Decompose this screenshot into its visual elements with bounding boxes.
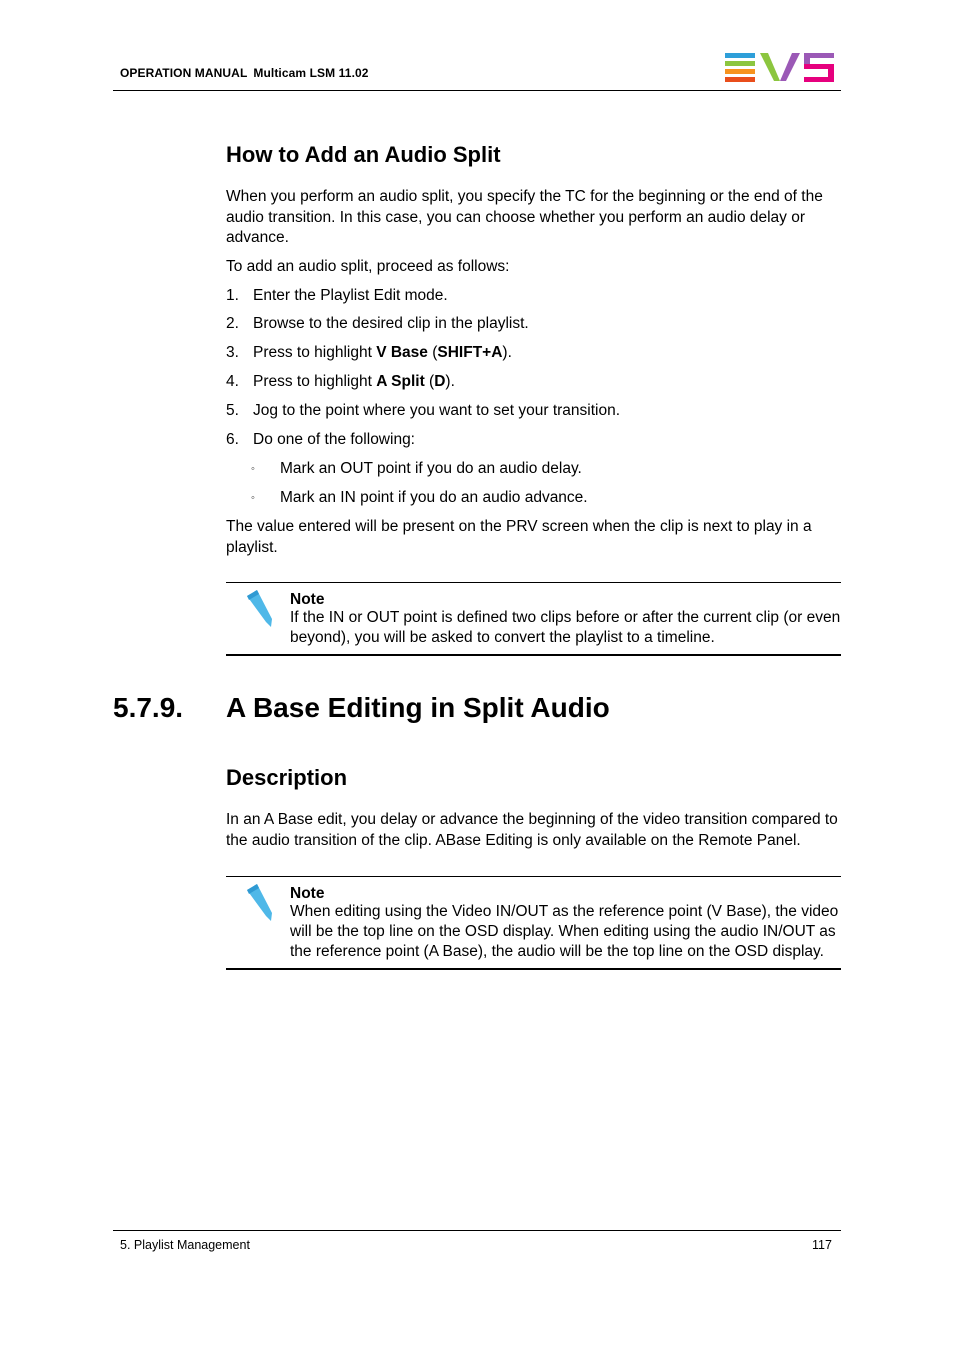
step-text-pre: Press to highlight xyxy=(253,344,377,361)
logo-e-bar-3 xyxy=(725,69,755,74)
lead-paragraph: To add an audio split, proceed as follows: xyxy=(226,258,510,275)
logo-e-bar-2 xyxy=(725,61,755,66)
step-number: 2. xyxy=(226,315,239,332)
step-text xyxy=(253,343,512,363)
description-heading: Description xyxy=(226,765,348,790)
note-title: Note xyxy=(290,885,325,902)
note-body: When editing using the Video IN/OUT as the reference point (V Base), the video will be the top line on the OSD display. When editing using the audio IN/OUT as the reference point (A Base), the audio will be the top line on the OSD display. xyxy=(290,903,839,960)
substep-text: Mark an IN point if you do an audio advance. xyxy=(280,489,588,506)
footer-chapter: 5. Playlist Management xyxy=(120,1238,250,1252)
step-number: 6. xyxy=(226,431,239,448)
step-text xyxy=(253,372,455,392)
step-text-post: ). xyxy=(445,373,455,390)
step-text: Enter the Playlist Edit mode. xyxy=(253,287,448,304)
section-heading-audio-split: How to Add an Audio Split xyxy=(226,142,501,167)
step-text: Browse to the desired clip in the playlist. xyxy=(253,315,529,332)
logo-v-right xyxy=(780,53,800,81)
substep-text: Mark an OUT point if you do an audio delay. xyxy=(280,460,582,477)
note-rule-bottom xyxy=(226,968,841,970)
header-doc-type: OPERATION MANUAL xyxy=(120,66,248,80)
page-number: 117 xyxy=(812,1238,832,1252)
step-number: 5. xyxy=(226,402,239,419)
step-text-pre: Press to highlight xyxy=(253,373,377,390)
step-number: 1. xyxy=(226,287,239,304)
step-number: 4. xyxy=(226,373,239,390)
note-rule-top xyxy=(226,582,841,583)
bullet-icon: ◦ xyxy=(251,463,255,475)
footer-rule xyxy=(113,1230,841,1231)
note-rule-bottom xyxy=(226,654,841,656)
step-text-mid: ( xyxy=(427,344,438,361)
pencil-icon xyxy=(241,588,277,628)
evs-logo xyxy=(724,52,836,82)
step-text-mid: ( xyxy=(424,373,435,390)
section-title: A Base Editing in Split Audio xyxy=(226,692,610,723)
step-text-post: ). xyxy=(502,344,512,361)
step-text: Jog to the point where you want to set your transition. xyxy=(253,402,621,419)
note-title: Note xyxy=(290,591,325,608)
bullet-icon: ◦ xyxy=(251,492,255,504)
key-label: A Split xyxy=(376,373,425,390)
description-paragraph: In an A Base edit, you delay or advance the beginning of the video transition compared to the audio transition of the clip. ABase Editing is only available on the Remote Panel. xyxy=(226,811,838,849)
header-product: Multicam LSM 11.02 xyxy=(253,66,369,80)
step-number: 3. xyxy=(226,344,239,361)
header-rule xyxy=(113,90,841,91)
note-rule-top xyxy=(226,876,841,877)
logo-v-left xyxy=(760,53,780,81)
key-label: V Base xyxy=(376,344,428,361)
step-text: Do one of the following: xyxy=(253,431,415,448)
running-header xyxy=(120,66,369,80)
logo-e-bar-1 xyxy=(725,53,755,58)
pencil-icon xyxy=(241,882,277,922)
key-shortcut: SHIFT+A xyxy=(437,344,503,361)
note-body: If the IN or OUT point is defined two clips before or after the current clip (or even beyond), you will be asked to convert the playlist to a timeline. xyxy=(290,609,841,646)
key-shortcut: D xyxy=(434,373,446,390)
closing-paragraph: The value entered will be present on the PRV screen when the clip is next to play in a playlist. xyxy=(226,518,812,556)
logo-e-bar-4 xyxy=(725,77,755,82)
section-number: 5.7.9. xyxy=(113,692,184,723)
intro-paragraph: When you perform an audio split, you specify the TC for the beginning or the end of the audio transition. In this case, you can choose whether you perform an audio delay or advance. xyxy=(226,188,823,246)
logo-s-bar-3 xyxy=(804,77,834,82)
